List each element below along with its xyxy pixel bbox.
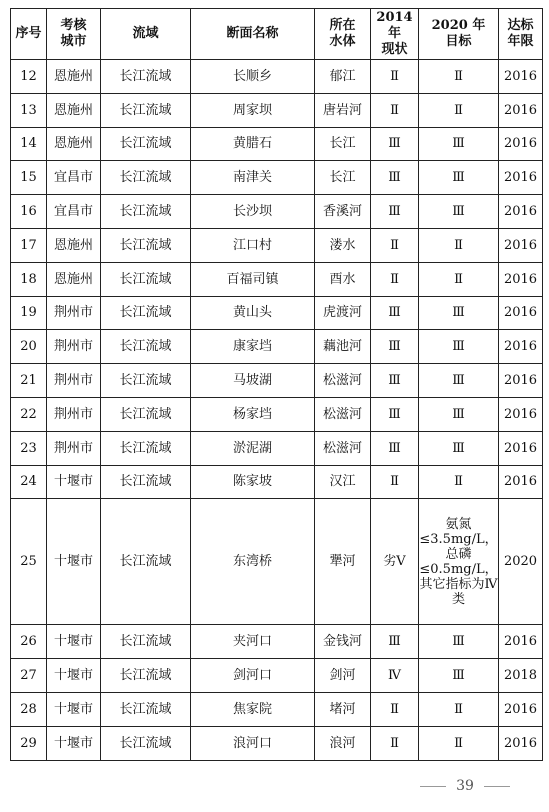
table-row xyxy=(11,296,543,330)
cell-city: 荆州市 xyxy=(47,296,101,330)
cell-target-2020: Ⅱ xyxy=(419,692,499,726)
cell-target-2020: Ⅱ xyxy=(419,228,499,262)
cell-status-2014: Ⅱ xyxy=(371,262,419,296)
cell-city: 荆州市 xyxy=(47,397,101,431)
page-number: 39 xyxy=(456,778,474,794)
cell-target-2020: Ⅱ xyxy=(419,60,499,94)
cell-status-2014: Ⅲ xyxy=(371,431,419,465)
cell-basin: 长江流域 xyxy=(101,195,191,229)
cell-water: 松滋河 xyxy=(315,364,371,398)
table-row xyxy=(11,228,543,262)
table-row xyxy=(11,431,543,465)
cell-basin: 长江流域 xyxy=(101,397,191,431)
cell-deadline: 2016 xyxy=(499,228,543,262)
cell-city: 十堰市 xyxy=(47,659,101,693)
table-row xyxy=(11,499,543,625)
table-row xyxy=(11,127,543,161)
cell-deadline: 2016 xyxy=(499,625,543,659)
table-body xyxy=(11,60,543,761)
cell-status-2014: Ⅱ xyxy=(371,60,419,94)
table-row xyxy=(11,465,543,499)
cell-basin: 长江流域 xyxy=(101,692,191,726)
table-row xyxy=(11,60,543,94)
cell-no: 29 xyxy=(11,726,47,760)
header-status-2014: 2014 年 现状 xyxy=(371,9,419,60)
cell-water: 长江 xyxy=(315,127,371,161)
cell-deadline: 2016 xyxy=(499,127,543,161)
cell-no: 18 xyxy=(11,262,47,296)
cell-basin: 长江流域 xyxy=(101,465,191,499)
cell-status-2014: Ⅲ xyxy=(371,397,419,431)
cell-no: 21 xyxy=(11,364,47,398)
cell-deadline: 2016 xyxy=(499,692,543,726)
cell-target-2020: Ⅱ xyxy=(419,93,499,127)
cell-no: 16 xyxy=(11,195,47,229)
cell-basin: 长江流域 xyxy=(101,499,191,625)
cell-city: 十堰市 xyxy=(47,692,101,726)
table-row xyxy=(11,195,543,229)
cell-target-2020: Ⅲ xyxy=(419,161,499,195)
cell-status-2014: Ⅱ xyxy=(371,228,419,262)
cell-section: 黄山头 xyxy=(191,296,315,330)
cell-no: 15 xyxy=(11,161,47,195)
cell-basin: 长江流域 xyxy=(101,60,191,94)
cell-status-2014: Ⅱ xyxy=(371,692,419,726)
table-row xyxy=(11,262,543,296)
cell-status-2014: Ⅲ xyxy=(371,161,419,195)
cell-section: 淤泥湖 xyxy=(191,431,315,465)
cell-section: 东湾桥 xyxy=(191,499,315,625)
header-target-2020: 2020 年 目标 xyxy=(419,9,499,60)
table-row xyxy=(11,726,543,760)
cell-water: 藕池河 xyxy=(315,330,371,364)
cell-section: 剑河口 xyxy=(191,659,315,693)
cell-section: 焦家院 xyxy=(191,692,315,726)
header-water: 所在 水体 xyxy=(315,9,371,60)
cell-water: 香溪河 xyxy=(315,195,371,229)
cell-basin: 长江流域 xyxy=(101,659,191,693)
cell-target-2020: Ⅲ xyxy=(419,296,499,330)
cell-target-2020: Ⅲ xyxy=(419,364,499,398)
cell-basin: 长江流域 xyxy=(101,330,191,364)
cell-city: 十堰市 xyxy=(47,499,101,625)
cell-water: 郁江 xyxy=(315,60,371,94)
table-row xyxy=(11,692,543,726)
cell-deadline: 2016 xyxy=(499,93,543,127)
cell-no: 23 xyxy=(11,431,47,465)
cell-deadline: 2018 xyxy=(499,659,543,693)
cell-status-2014: Ⅲ xyxy=(371,127,419,161)
cell-section: 周家坝 xyxy=(191,93,315,127)
cell-status-2014: Ⅱ xyxy=(371,465,419,499)
water-quality-table xyxy=(10,8,543,761)
cell-city: 恩施州 xyxy=(47,93,101,127)
cell-water: 犟河 xyxy=(315,499,371,625)
cell-city: 十堰市 xyxy=(47,726,101,760)
table-row xyxy=(11,659,543,693)
cell-section: 江口村 xyxy=(191,228,315,262)
cell-no: 22 xyxy=(11,397,47,431)
cell-deadline: 2016 xyxy=(499,60,543,94)
cell-basin: 长江流域 xyxy=(101,262,191,296)
cell-basin: 长江流域 xyxy=(101,127,191,161)
cell-water: 长江 xyxy=(315,161,371,195)
cell-water: 酉水 xyxy=(315,262,371,296)
cell-target-2020: Ⅲ xyxy=(419,127,499,161)
cell-deadline: 2016 xyxy=(499,726,543,760)
cell-target-2020: Ⅲ xyxy=(419,195,499,229)
cell-city: 荆州市 xyxy=(47,364,101,398)
cell-section: 杨家垱 xyxy=(191,397,315,431)
cell-city: 恩施州 xyxy=(47,228,101,262)
cell-target-2020: 氨氮≤3.5mg/L，总磷≤0.5mg/L，其它指标为Ⅳ类 xyxy=(419,499,499,625)
cell-city: 荆州市 xyxy=(47,330,101,364)
cell-basin: 长江流域 xyxy=(101,431,191,465)
cell-target-2020: Ⅲ xyxy=(419,625,499,659)
cell-no: 14 xyxy=(11,127,47,161)
cell-target-2020: Ⅲ xyxy=(419,397,499,431)
cell-city: 宜昌市 xyxy=(47,195,101,229)
cell-city: 恩施州 xyxy=(47,60,101,94)
cell-no: 20 xyxy=(11,330,47,364)
header-deadline: 达标 年限 xyxy=(499,9,543,60)
cell-basin: 长江流域 xyxy=(101,296,191,330)
footer-dash-left xyxy=(420,786,446,787)
cell-water: 松滋河 xyxy=(315,397,371,431)
cell-status-2014: Ⅲ xyxy=(371,296,419,330)
table-row xyxy=(11,625,543,659)
cell-no: 25 xyxy=(11,499,47,625)
cell-status-2014: 劣Ⅴ xyxy=(371,499,419,625)
cell-section: 南津关 xyxy=(191,161,315,195)
cell-section: 康家垱 xyxy=(191,330,315,364)
cell-deadline: 2016 xyxy=(499,161,543,195)
cell-status-2014: Ⅲ xyxy=(371,364,419,398)
cell-no: 28 xyxy=(11,692,47,726)
cell-target-2020: Ⅲ xyxy=(419,659,499,693)
table-row xyxy=(11,330,543,364)
cell-basin: 长江流域 xyxy=(101,625,191,659)
cell-no: 17 xyxy=(11,228,47,262)
cell-status-2014: Ⅲ xyxy=(371,195,419,229)
cell-status-2014: Ⅱ xyxy=(371,93,419,127)
cell-basin: 长江流域 xyxy=(101,161,191,195)
cell-basin: 长江流域 xyxy=(101,93,191,127)
cell-water: 虎渡河 xyxy=(315,296,371,330)
header-no: 序号 xyxy=(11,9,47,60)
cell-city: 恩施州 xyxy=(47,127,101,161)
cell-water: 松滋河 xyxy=(315,431,371,465)
table-row xyxy=(11,93,543,127)
cell-section: 黄腊石 xyxy=(191,127,315,161)
cell-city: 十堰市 xyxy=(47,625,101,659)
cell-water: 金钱河 xyxy=(315,625,371,659)
cell-deadline: 2020 xyxy=(499,499,543,625)
cell-deadline: 2016 xyxy=(499,296,543,330)
cell-no: 19 xyxy=(11,296,47,330)
header-section: 断面名称 xyxy=(191,9,315,60)
cell-deadline: 2016 xyxy=(499,397,543,431)
cell-target-2020: Ⅲ xyxy=(419,431,499,465)
cell-status-2014: Ⅱ xyxy=(371,726,419,760)
page-footer xyxy=(400,778,530,794)
cell-target-2020: Ⅲ xyxy=(419,330,499,364)
cell-section: 浪河口 xyxy=(191,726,315,760)
cell-no: 27 xyxy=(11,659,47,693)
cell-section: 长顺乡 xyxy=(191,60,315,94)
cell-target-2020: Ⅱ xyxy=(419,726,499,760)
cell-deadline: 2016 xyxy=(499,431,543,465)
cell-water: 汉江 xyxy=(315,465,371,499)
cell-water: 溇水 xyxy=(315,228,371,262)
cell-water: 浪河 xyxy=(315,726,371,760)
header-row xyxy=(11,9,543,60)
cell-deadline: 2016 xyxy=(499,465,543,499)
cell-status-2014: Ⅲ xyxy=(371,625,419,659)
header-city: 考核 城市 xyxy=(47,9,101,60)
cell-status-2014: Ⅲ xyxy=(371,330,419,364)
cell-section: 陈家坡 xyxy=(191,465,315,499)
cell-basin: 长江流域 xyxy=(101,228,191,262)
cell-no: 24 xyxy=(11,465,47,499)
cell-water: 剑河 xyxy=(315,659,371,693)
table-row xyxy=(11,364,543,398)
table-row xyxy=(11,397,543,431)
cell-city: 十堰市 xyxy=(47,465,101,499)
cell-no: 26 xyxy=(11,625,47,659)
header-basin: 流域 xyxy=(101,9,191,60)
cell-deadline: 2016 xyxy=(499,262,543,296)
table-row xyxy=(11,161,543,195)
cell-section: 马坡湖 xyxy=(191,364,315,398)
cell-deadline: 2016 xyxy=(499,364,543,398)
cell-section: 长沙坝 xyxy=(191,195,315,229)
cell-target-2020: Ⅱ xyxy=(419,262,499,296)
cell-status-2014: Ⅳ xyxy=(371,659,419,693)
cell-deadline: 2016 xyxy=(499,330,543,364)
cell-no: 12 xyxy=(11,60,47,94)
cell-target-2020: Ⅱ xyxy=(419,465,499,499)
cell-water: 唐岩河 xyxy=(315,93,371,127)
cell-water: 堵河 xyxy=(315,692,371,726)
footer-dash-right xyxy=(484,786,510,787)
cell-city: 恩施州 xyxy=(47,262,101,296)
cell-city: 宜昌市 xyxy=(47,161,101,195)
cell-basin: 长江流域 xyxy=(101,726,191,760)
cell-city: 荆州市 xyxy=(47,431,101,465)
cell-section: 百福司镇 xyxy=(191,262,315,296)
cell-deadline: 2016 xyxy=(499,195,543,229)
cell-basin: 长江流域 xyxy=(101,364,191,398)
cell-section: 夹河口 xyxy=(191,625,315,659)
cell-no: 13 xyxy=(11,93,47,127)
